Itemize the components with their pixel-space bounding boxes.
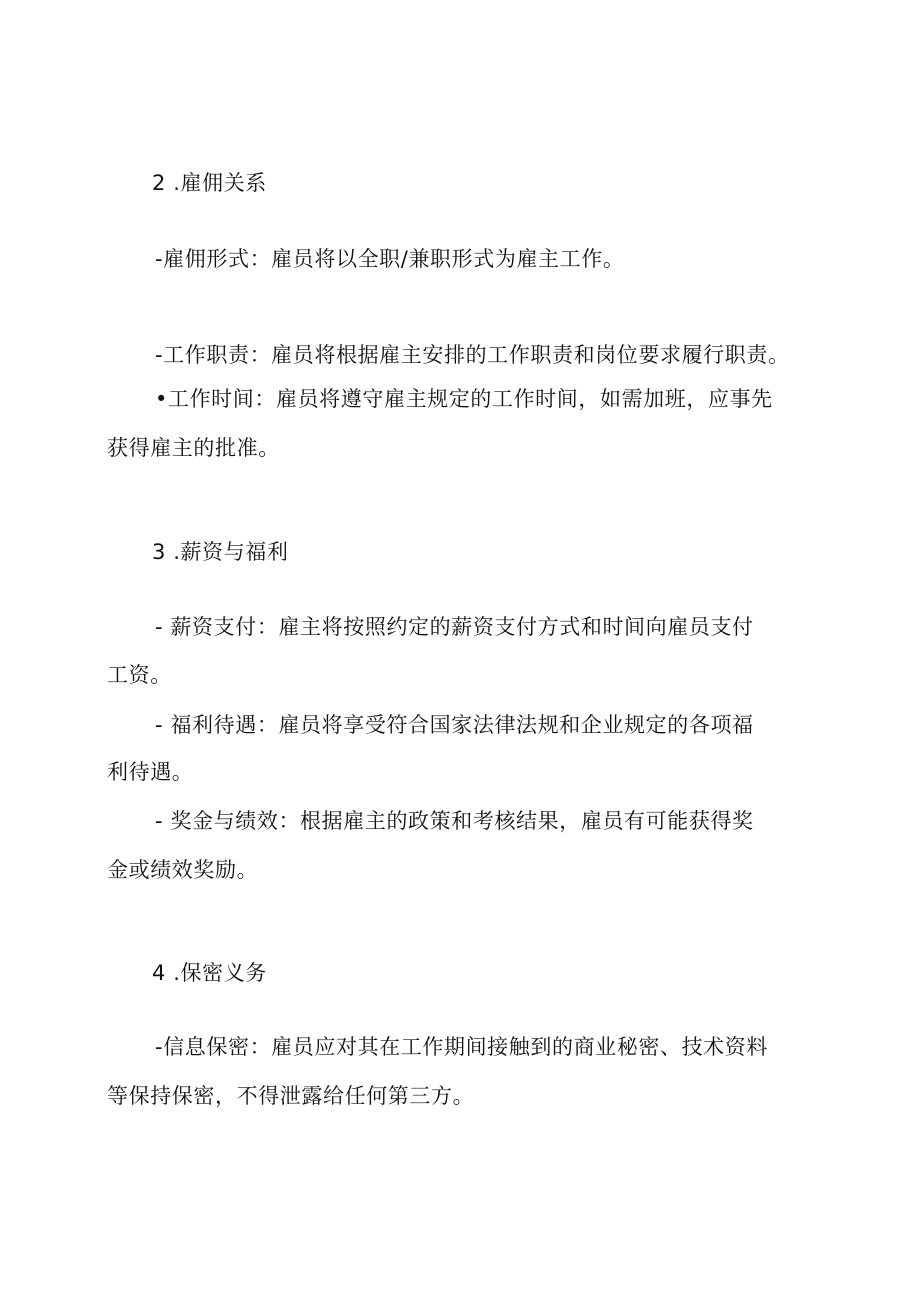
list-item-line-continued: 工资。 <box>107 663 172 687</box>
list-item-line: -信息保密：雇员应对其在工作期间接触到的商业秘密、技术资料 <box>155 1035 768 1059</box>
list-item-line: -雇佣形式：雇员将以全职/兼职形式为雇主工作。 <box>155 247 625 271</box>
list-item-line-continued: 获得雇主的批准。 <box>107 436 280 460</box>
list-item-line: •工作时间：雇员将遵守雇主规定的工作时间，如需加班，应事先 <box>155 387 773 411</box>
list-item-line: -工作职责：雇员将根据雇主安排的工作职责和岗位要求履行职责。 <box>155 343 790 367</box>
section-heading: 4 .保密义务 <box>152 961 267 985</box>
list-item-line-continued: 等保持保密，不得泄露给任何第三方。 <box>107 1084 475 1108</box>
list-item-line: - 福利待遇：雇员将享受符合国家法律法规和企业规定的各项福 <box>155 713 754 737</box>
list-item-line: - 奖金与绩效：根据雇主的政策和考核结果，雇员有可能获得奖 <box>155 809 754 833</box>
section-heading: 2 .雇佣关系 <box>152 171 267 195</box>
list-item-line-continued: 利待遇。 <box>107 760 194 784</box>
section-heading: 3 .薪资与福利 <box>152 540 289 564</box>
list-item-line-continued: 金或绩效奖励。 <box>107 858 259 882</box>
list-item-line: - 薪资支付：雇主将按照约定的薪资支付方式和时间向雇员支付 <box>155 615 754 639</box>
